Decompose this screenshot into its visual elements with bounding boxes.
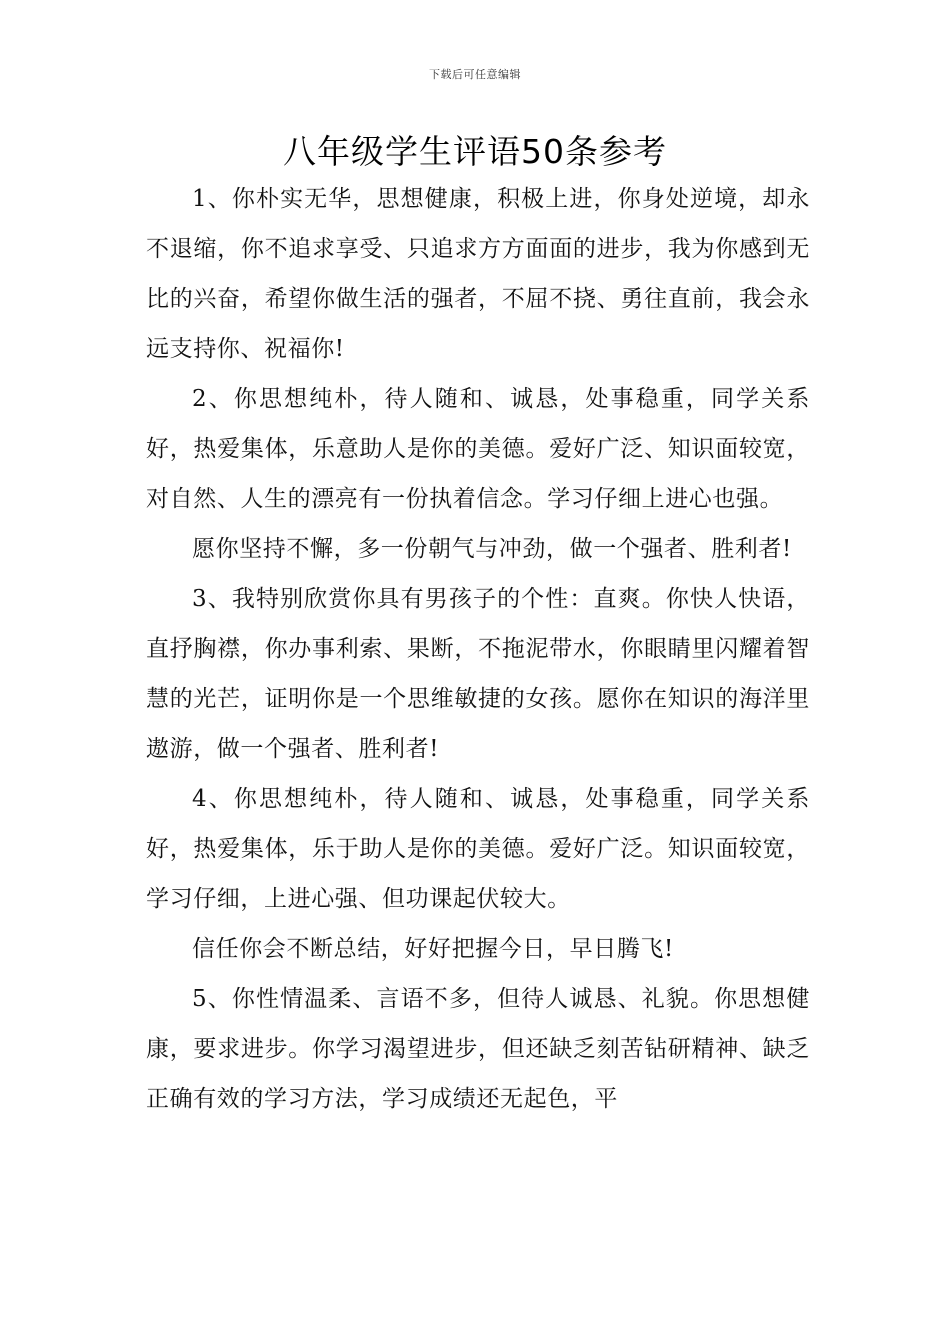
paragraph-4: 3、我特别欣赏你具有男孩子的个性：直爽。你快人快语，直抒胸襟，你办事利索、果断，不拖泥带水，你眼睛里闪耀着智慧的光芒，证明你是一个思维敏捷的女孩。愿你在知识的海洋里遨游，做一个强者、胜利者! — [146, 586, 810, 762]
paragraph-6: 信任你会不断总结，好好把握今日，早日腾飞! — [192, 936, 674, 962]
paragraph-3: 愿你坚持不懈，多一份朝气与冲劲，做一个强者、胜利者! — [192, 536, 792, 562]
paragraph-1: 1、你朴实无华，思想健康，积极上进，你身处逆境，却永不退缩，你不追求享受、只追求方方面面的进步，我为你感到无比的兴奋，希望你做生活的强者，不屈不挠、勇往直前，我会永远支持你、祝福你! — [146, 186, 810, 362]
document-body — [146, 174, 810, 1124]
paragraph-2: 2、你思想纯朴，待人随和、诚恳，处事稳重，同学关系好，热爱集体，乐意助人是你的美德。爱好广泛、知识面较宽，对自然、人生的漂亮有一份执着信念。学习仔细上进心也强。 — [146, 386, 810, 512]
paragraph-5: 4、你思想纯朴，待人随和、诚恳，处事稳重，同学关系好，热爱集体，乐于助人是你的美德。爱好广泛。知识面较宽，学习仔细，上进心强、但功课起伏较大。 — [146, 786, 810, 912]
page-title: 八年级学生评语50条参考 — [283, 132, 667, 171]
header-note: 下载后可任意编辑 — [429, 68, 521, 81]
paragraph-7: 5、你性情温柔、言语不多，但待人诚恳、礼貌。你思想健康，要求进步。你学习渴望进步，但还缺乏刻苦钻研精神、缺乏正确有效的学习方法，学习成绩还无起色，平 — [146, 986, 810, 1112]
